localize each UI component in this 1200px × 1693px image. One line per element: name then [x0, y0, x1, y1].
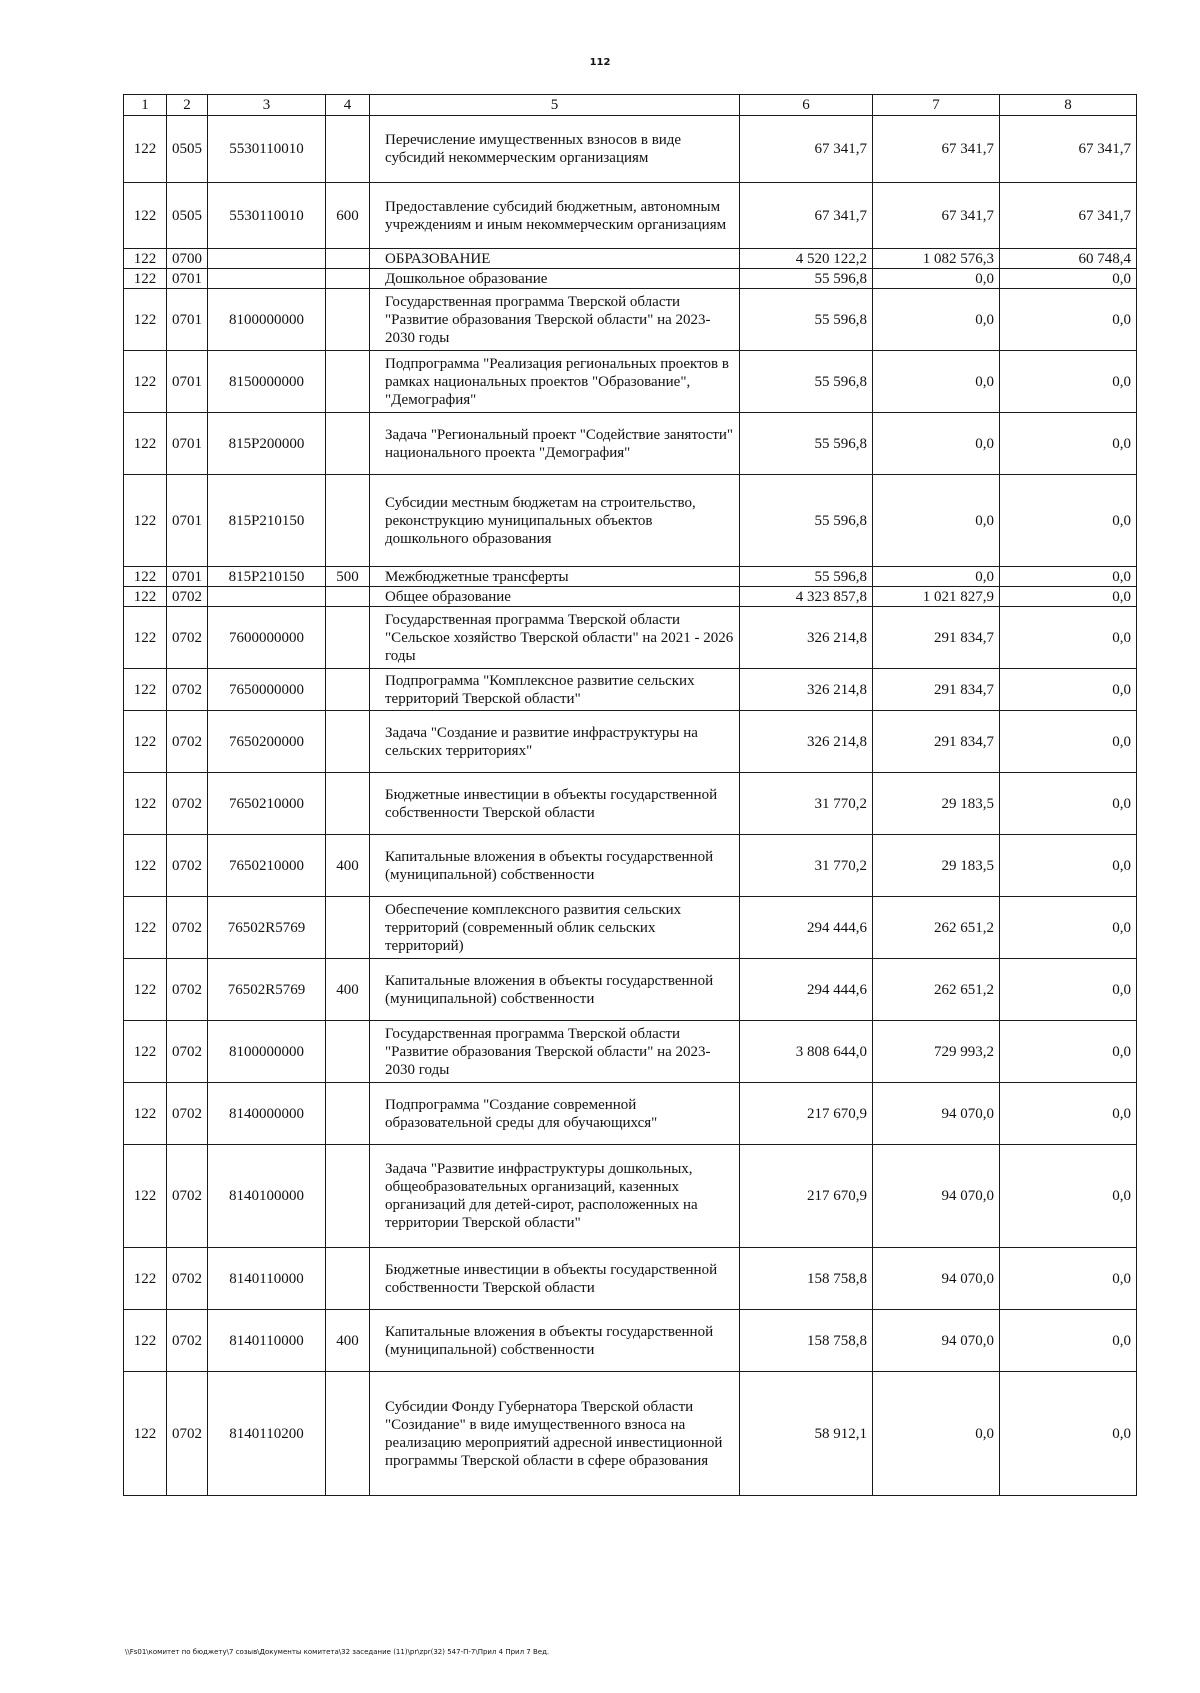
description-cell: Межбюджетные трансферты [370, 567, 740, 587]
budget-table [123, 94, 1137, 1496]
amount-col6-cell: 55 596,8 [740, 413, 873, 475]
table-row [124, 587, 1137, 607]
amount-col8-cell: 0,0 [1000, 413, 1137, 475]
code-1-cell: 122 [124, 1021, 167, 1083]
amount-col6-cell: 217 670,9 [740, 1145, 873, 1248]
table-row [124, 475, 1137, 567]
section-cell: 0701 [167, 475, 208, 567]
amount-col7-cell: 262 651,2 [873, 959, 1000, 1021]
expense-type-cell [326, 773, 370, 835]
code-1-cell: 122 [124, 413, 167, 475]
table-row [124, 607, 1137, 669]
target-article-cell: 8100000000 [208, 1021, 326, 1083]
table-row [124, 835, 1137, 897]
expense-type-cell [326, 249, 370, 269]
code-1-cell: 122 [124, 1372, 167, 1496]
amount-col7-cell: 0,0 [873, 289, 1000, 351]
section-cell: 0702 [167, 1372, 208, 1496]
description-cell: Подпрограмма "Комплексное развитие сельских территорий Тверской области" [370, 669, 740, 711]
amount-col7-cell: 94 070,0 [873, 1145, 1000, 1248]
amount-col7-cell: 1 082 576,3 [873, 249, 1000, 269]
amount-col8-cell: 0,0 [1000, 587, 1137, 607]
code-1-cell: 122 [124, 1083, 167, 1145]
column-header: 6 [740, 95, 873, 116]
code-1-cell: 122 [124, 183, 167, 249]
column-header: 2 [167, 95, 208, 116]
code-1-cell: 122 [124, 711, 167, 773]
table-row [124, 1310, 1137, 1372]
amount-col8-cell: 0,0 [1000, 711, 1137, 773]
expense-type-cell: 500 [326, 567, 370, 587]
amount-col8-cell: 0,0 [1000, 289, 1137, 351]
description-cell: Подпрограмма "Создание современной образовательной среды для обучающихся" [370, 1083, 740, 1145]
code-1-cell: 122 [124, 1145, 167, 1248]
code-1-cell: 122 [124, 1310, 167, 1372]
amount-col7-cell: 67 341,7 [873, 116, 1000, 183]
description-cell: Бюджетные инвестиции в объекты государственной собственности Тверской области [370, 1248, 740, 1310]
amount-col8-cell: 0,0 [1000, 351, 1137, 413]
expense-type-cell [326, 413, 370, 475]
amount-col8-cell: 0,0 [1000, 959, 1137, 1021]
code-1-cell: 122 [124, 567, 167, 587]
section-cell: 0505 [167, 183, 208, 249]
expense-type-cell [326, 607, 370, 669]
target-article-cell [208, 587, 326, 607]
code-1-cell: 122 [124, 607, 167, 669]
description-cell: Предоставление субсидий бюджетным, автономным учреждениям и иным некоммерческим организациям [370, 183, 740, 249]
amount-col7-cell: 67 341,7 [873, 183, 1000, 249]
table-row [124, 289, 1137, 351]
target-article-cell [208, 269, 326, 289]
table-row [124, 1372, 1137, 1496]
amount-col8-cell: 0,0 [1000, 1021, 1137, 1083]
amount-col6-cell: 55 596,8 [740, 351, 873, 413]
target-article-cell [208, 249, 326, 269]
footer-file-path: \\Fs01\комитет по бюджету\7 созыв\Документы комитета\32 заседание (11)\pr\zpr(32) 547-П-7\Прил 4 Прил 7 Вед. [125, 1648, 550, 1656]
description-cell: Субсидии местным бюджетам на строительство, реконструкцию муниципальных объектов дошкольного образования [370, 475, 740, 567]
target-article-cell: 8140110200 [208, 1372, 326, 1496]
amount-col8-cell: 0,0 [1000, 1310, 1137, 1372]
header-row [124, 95, 1137, 116]
amount-col6-cell: 55 596,8 [740, 475, 873, 567]
code-1-cell: 122 [124, 475, 167, 567]
table-row [124, 269, 1137, 289]
expense-type-cell [326, 475, 370, 567]
expense-type-cell [326, 1248, 370, 1310]
expense-type-cell [326, 1083, 370, 1145]
expense-type-cell [326, 711, 370, 773]
amount-col6-cell: 4 520 122,2 [740, 249, 873, 269]
table-row [124, 897, 1137, 959]
code-1-cell: 122 [124, 959, 167, 1021]
expense-type-cell [326, 116, 370, 183]
target-article-cell: 76502R5769 [208, 959, 326, 1021]
target-article-cell: 7650210000 [208, 773, 326, 835]
amount-col8-cell: 0,0 [1000, 1145, 1137, 1248]
amount-col7-cell: 291 834,7 [873, 669, 1000, 711]
amount-col7-cell: 0,0 [873, 567, 1000, 587]
expense-type-cell: 600 [326, 183, 370, 249]
code-1-cell: 122 [124, 116, 167, 183]
amount-col8-cell: 0,0 [1000, 1248, 1137, 1310]
table-row [124, 413, 1137, 475]
amount-col6-cell: 294 444,6 [740, 959, 873, 1021]
expense-type-cell: 400 [326, 1310, 370, 1372]
expense-type-cell [326, 1021, 370, 1083]
amount-col7-cell: 291 834,7 [873, 607, 1000, 669]
table-row [124, 249, 1137, 269]
amount-col7-cell: 29 183,5 [873, 835, 1000, 897]
code-1-cell: 122 [124, 773, 167, 835]
target-article-cell: 815P210150 [208, 567, 326, 587]
amount-col7-cell: 1 021 827,9 [873, 587, 1000, 607]
description-cell: ОБРАЗОВАНИЕ [370, 249, 740, 269]
code-1-cell: 122 [124, 351, 167, 413]
section-cell: 0702 [167, 897, 208, 959]
expense-type-cell [326, 351, 370, 413]
column-header: 5 [370, 95, 740, 116]
amount-col6-cell: 55 596,8 [740, 567, 873, 587]
table-row [124, 959, 1137, 1021]
table-row [124, 1083, 1137, 1145]
amount-col6-cell: 3 808 644,0 [740, 1021, 873, 1083]
description-cell: Государственная программа Тверской области "Сельское хозяйство Тверской области" на 2021 - 2026 годы [370, 607, 740, 669]
section-cell: 0702 [167, 1021, 208, 1083]
table-row [124, 669, 1137, 711]
expense-type-cell: 400 [326, 959, 370, 1021]
target-article-cell: 5530110010 [208, 116, 326, 183]
section-cell: 0702 [167, 587, 208, 607]
section-cell: 0702 [167, 669, 208, 711]
target-article-cell: 5530110010 [208, 183, 326, 249]
target-article-cell: 8140110000 [208, 1310, 326, 1372]
expense-type-cell [326, 587, 370, 607]
amount-col8-cell: 0,0 [1000, 475, 1137, 567]
table-row [124, 1021, 1137, 1083]
amount-col6-cell: 67 341,7 [740, 183, 873, 249]
amount-col8-cell: 0,0 [1000, 1083, 1137, 1145]
description-cell: Перечисление имущественных взносов в виде субсидий некоммерческим организациям [370, 116, 740, 183]
amount-col6-cell: 158 758,8 [740, 1248, 873, 1310]
target-article-cell: 7650200000 [208, 711, 326, 773]
amount-col8-cell: 0,0 [1000, 773, 1137, 835]
target-article-cell: 8140100000 [208, 1145, 326, 1248]
table-row [124, 351, 1137, 413]
amount-col6-cell: 31 770,2 [740, 773, 873, 835]
table-row [124, 183, 1137, 249]
description-cell: Задача "Региональный проект "Содействие занятости" национального проекта "Демография" [370, 413, 740, 475]
section-cell: 0701 [167, 413, 208, 475]
section-cell: 0702 [167, 773, 208, 835]
target-article-cell: 7600000000 [208, 607, 326, 669]
section-cell: 0702 [167, 1083, 208, 1145]
amount-col6-cell: 67 341,7 [740, 116, 873, 183]
amount-col6-cell: 326 214,8 [740, 669, 873, 711]
amount-col6-cell: 55 596,8 [740, 289, 873, 351]
amount-col7-cell: 94 070,0 [873, 1248, 1000, 1310]
amount-col8-cell: 67 341,7 [1000, 116, 1137, 183]
table-row [124, 1145, 1137, 1248]
code-1-cell: 122 [124, 269, 167, 289]
description-cell: Капитальные вложения в объекты государственной (муниципальной) собственности [370, 835, 740, 897]
amount-col7-cell: 291 834,7 [873, 711, 1000, 773]
code-1-cell: 122 [124, 289, 167, 351]
section-cell: 0702 [167, 711, 208, 773]
amount-col7-cell: 0,0 [873, 413, 1000, 475]
target-article-cell: 7650000000 [208, 669, 326, 711]
amount-col7-cell: 0,0 [873, 1372, 1000, 1496]
target-article-cell: 815P210150 [208, 475, 326, 567]
code-1-cell: 122 [124, 1248, 167, 1310]
expense-type-cell [326, 269, 370, 289]
section-cell: 0701 [167, 567, 208, 587]
section-cell: 0702 [167, 607, 208, 669]
amount-col6-cell: 4 323 857,8 [740, 587, 873, 607]
target-article-cell: 76502R5769 [208, 897, 326, 959]
section-cell: 0702 [167, 1145, 208, 1248]
table-row [124, 116, 1137, 183]
section-cell: 0701 [167, 269, 208, 289]
section-cell: 0701 [167, 289, 208, 351]
amount-col8-cell: 0,0 [1000, 835, 1137, 897]
amount-col6-cell: 326 214,8 [740, 607, 873, 669]
amount-col7-cell: 729 993,2 [873, 1021, 1000, 1083]
amount-col6-cell: 326 214,8 [740, 711, 873, 773]
amount-col6-cell: 31 770,2 [740, 835, 873, 897]
description-cell: Капитальные вложения в объекты государственной (муниципальной) собственности [370, 959, 740, 1021]
code-1-cell: 122 [124, 897, 167, 959]
amount-col7-cell: 94 070,0 [873, 1083, 1000, 1145]
expense-type-cell [326, 669, 370, 711]
expense-type-cell [326, 1145, 370, 1248]
section-cell: 0701 [167, 351, 208, 413]
description-cell: Государственная программа Тверской области "Развитие образования Тверской области" на 2023-2030 годы [370, 289, 740, 351]
amount-col6-cell: 58 912,1 [740, 1372, 873, 1496]
table-row [124, 567, 1137, 587]
expense-type-cell [326, 289, 370, 351]
target-article-cell: 8140000000 [208, 1083, 326, 1145]
section-cell: 0702 [167, 1248, 208, 1310]
description-cell: Субсидии Фонду Губернатора Тверской области "Созидание" в виде имущественного взноса на реализацию мероприятий адресной инвестиционной программы Тверской области в сфере образования [370, 1372, 740, 1496]
amount-col8-cell: 0,0 [1000, 607, 1137, 669]
description-cell: Задача "Развитие инфраструктуры дошкольных, общеобразовательных организаций, казенных организаций для детей-сирот, расположенных на территории Тверской области" [370, 1145, 740, 1248]
column-header: 1 [124, 95, 167, 116]
section-cell: 0700 [167, 249, 208, 269]
code-1-cell: 122 [124, 249, 167, 269]
amount-col8-cell: 0,0 [1000, 897, 1137, 959]
target-article-cell: 815P200000 [208, 413, 326, 475]
code-1-cell: 122 [124, 587, 167, 607]
description-cell: Бюджетные инвестиции в объекты государственной собственности Тверской области [370, 773, 740, 835]
target-article-cell: 8140110000 [208, 1248, 326, 1310]
amount-col8-cell: 60 748,4 [1000, 249, 1137, 269]
amount-col6-cell: 294 444,6 [740, 897, 873, 959]
description-cell: Государственная программа Тверской области "Развитие образования Тверской области" на 2023-2030 годы [370, 1021, 740, 1083]
amount-col7-cell: 0,0 [873, 475, 1000, 567]
amount-col8-cell: 0,0 [1000, 269, 1137, 289]
table-row [124, 773, 1137, 835]
amount-col7-cell: 262 651,2 [873, 897, 1000, 959]
description-cell: Задача "Создание и развитие инфраструктуры на сельских территориях" [370, 711, 740, 773]
amount-col8-cell: 0,0 [1000, 669, 1137, 711]
description-cell: Капитальные вложения в объекты государственной (муниципальной) собственности [370, 1310, 740, 1372]
amount-col6-cell: 158 758,8 [740, 1310, 873, 1372]
table-row [124, 711, 1137, 773]
section-cell: 0702 [167, 959, 208, 1021]
code-1-cell: 122 [124, 669, 167, 711]
amount-col7-cell: 94 070,0 [873, 1310, 1000, 1372]
expense-type-cell [326, 1372, 370, 1496]
section-cell: 0702 [167, 1310, 208, 1372]
column-header: 7 [873, 95, 1000, 116]
section-cell: 0702 [167, 835, 208, 897]
amount-col8-cell: 0,0 [1000, 1372, 1137, 1496]
table-row [124, 1248, 1137, 1310]
amount-col7-cell: 0,0 [873, 351, 1000, 413]
column-header: 3 [208, 95, 326, 116]
table-body [124, 116, 1137, 1496]
expense-type-cell: 400 [326, 835, 370, 897]
description-cell: Подпрограмма "Реализация региональных проектов в рамках национальных проектов "Образование", "Демография" [370, 351, 740, 413]
amount-col7-cell: 0,0 [873, 269, 1000, 289]
amount-col6-cell: 55 596,8 [740, 269, 873, 289]
code-1-cell: 122 [124, 835, 167, 897]
target-article-cell: 7650210000 [208, 835, 326, 897]
description-cell: Дошкольное образование [370, 269, 740, 289]
column-header: 8 [1000, 95, 1137, 116]
amount-col6-cell: 217 670,9 [740, 1083, 873, 1145]
description-cell: Обеспечение комплексного развития сельских территорий (современный облик сельских территорий) [370, 897, 740, 959]
column-header: 4 [326, 95, 370, 116]
target-article-cell: 8100000000 [208, 289, 326, 351]
amount-col7-cell: 29 183,5 [873, 773, 1000, 835]
expense-type-cell [326, 897, 370, 959]
amount-col8-cell: 0,0 [1000, 567, 1137, 587]
target-article-cell: 8150000000 [208, 351, 326, 413]
description-cell: Общее образование [370, 587, 740, 607]
page-number: 112 [589, 57, 611, 68]
amount-col8-cell: 67 341,7 [1000, 183, 1137, 249]
section-cell: 0505 [167, 116, 208, 183]
